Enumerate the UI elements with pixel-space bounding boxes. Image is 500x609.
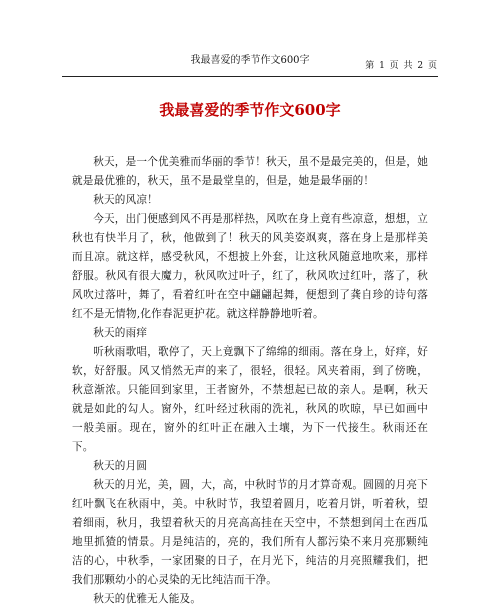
section-heading: 秋天的月圆 (93, 460, 148, 472)
paragraph: 今天，出门便感到风不再是那样热，风吹在身上竟有些凉意，想想，立秋也有快半月了，秋，他做到了！秋天的风美姿飒爽，落在身上是那样美而且凉。就这样，感受秋风，不想披上外套，让这秋风随意地吹来，那样舒服。秋风有很大魔力，秋风吹过叶子，红了，秋风吹过红叶，落了，秋风吹过落叶，舞了，看着红叶在空中翩翩起舞，便想到了龚自珍的诗句落红不是无情物,化作春泥更护花。就这样静静地听着。 (72, 213, 428, 320)
section-heading: 秋天的优雅无人能及。 (93, 593, 202, 605)
paragraph: 听秋雨歌唱，歌停了，天上竟飘下了绵绵的细雨。落在身上，好痒，好软，好舒服。风又悄然无声的来了，很轻，很轻。风夹着雨，到了傍晚，秋意渐浓。只能回到家里，王者窗外，不禁想起已故的亲人。是啊，秋天就是如此的勾人。窗外，红叶经过秋雨的洗礼，秋风的吹晾，早已如画中一般美丽。现在，窗外的红叶正在融入土壤，为下一代接生。秋雨还在下。 (72, 346, 428, 453)
section-heading: 秋天的风凉！ (93, 194, 158, 206)
header-title: 我最喜爱的季节作文600字 (190, 55, 310, 66)
paragraph: 秋天的月光，美，圆，大，高，中秋时节的月才算奇观。圆圆的月亮下红叶飘飞在秋雨中，美。中秋时节，我望着圆月，吃着月饼，听着秋，望着细雨，秋月，我望着秋天的月亮高高挂在天空中，不禁想到闰土在西瓜地里抓猹的情景。月是纯洁的，亮的，我们所有人都污染不来月亮那颗纯洁的心，中秋季，一家团聚的日子，在月光下，纯洁的月亮照耀我们，把我们那颗幼小的心灵染的无比纯洁而干净。 (72, 479, 428, 586)
section-heading: 秋天的雨痒 (93, 327, 148, 339)
page-header (62, 54, 438, 77)
document-title: 我最喜爱的季节作文600字 (159, 101, 341, 119)
page-number: 第 1 页 共 2 页 (365, 61, 438, 71)
paragraph: 秋天，是一个优美雅而华丽的季节！秋天，虽不是最完美的，但是，她就是最优雅的，秋天，虽不是最堂皇的，但是，她是最华丽的！ (72, 156, 428, 187)
document-body (72, 153, 428, 609)
